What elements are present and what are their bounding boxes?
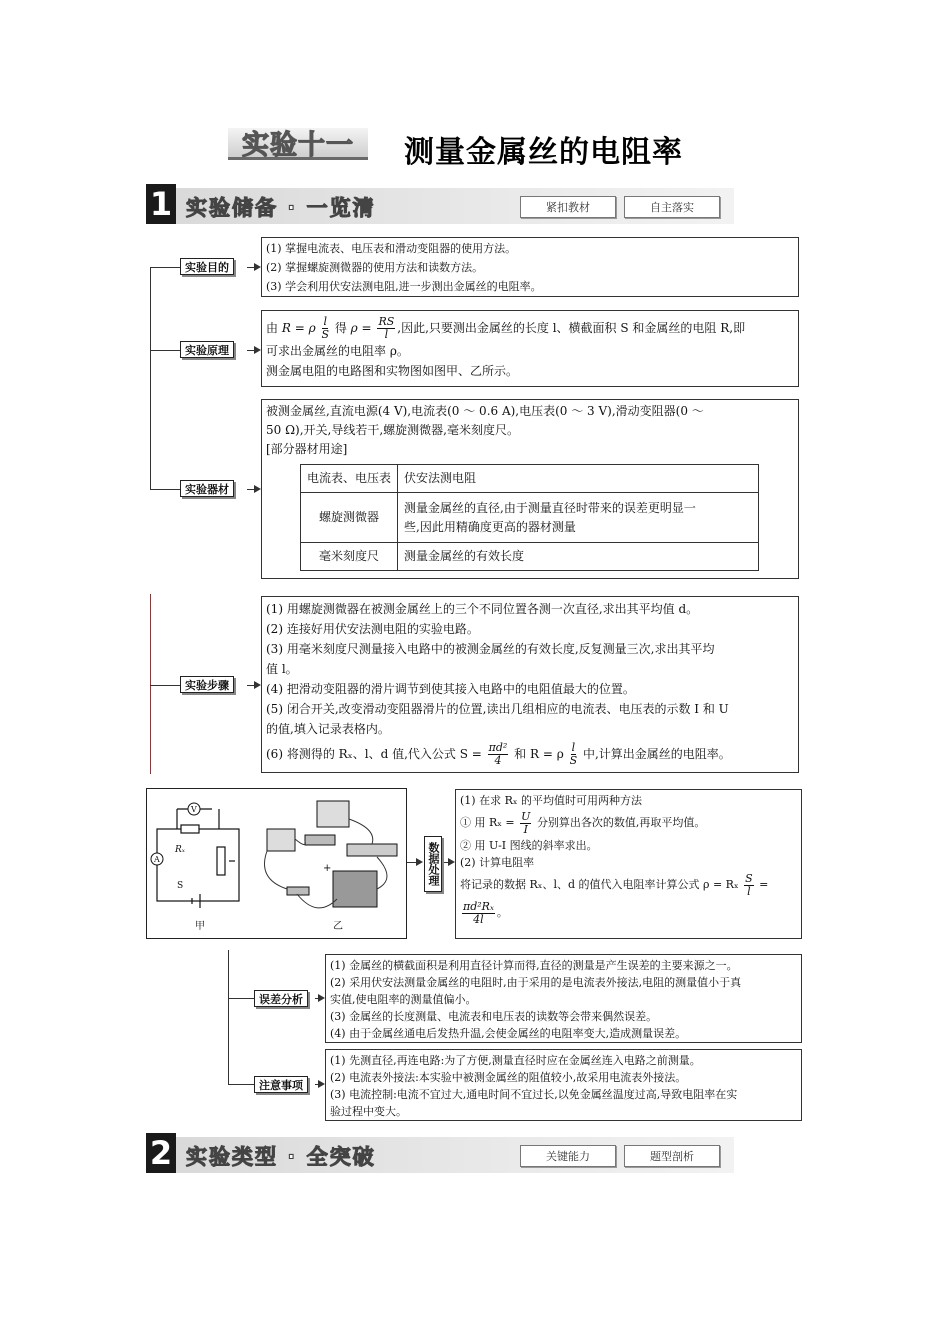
numerator: U <box>521 809 531 823</box>
data-line: (1) 在求 Rₓ 的平均值时可用两种方法 <box>460 794 643 807</box>
denominator: 4 <box>494 754 502 767</box>
section-number: 2 <box>146 1133 176 1173</box>
circuit-diagram-svg <box>147 789 405 937</box>
notes-label: 注意事项 <box>254 1076 308 1093</box>
numerator: l <box>571 741 576 754</box>
table-cell <box>398 493 759 543</box>
data-line <box>460 899 797 927</box>
table-cell: 螺旋测微器 <box>301 493 398 543</box>
fraction <box>488 742 509 767</box>
table-cell: 毫米刻度尺 <box>301 543 398 571</box>
numerator: πd² <box>488 741 508 754</box>
purpose-line: (1) 掌握电流表、电压表和滑动变阻器的使用方法。 <box>266 242 517 255</box>
arrow-icon <box>254 346 261 354</box>
notes-line: (1) 先测直径,再连电路:为了方便,测量直径时应在金属丝连入电路之前测量。 <box>330 1054 701 1067</box>
data-line <box>460 809 797 837</box>
denominator: l <box>384 328 389 341</box>
equipment-table <box>300 464 759 571</box>
arrow-icon <box>254 263 261 271</box>
step-line: 的值,填入记录表格内。 <box>266 722 390 736</box>
formula: ρ = <box>350 321 372 335</box>
fraction <box>377 316 395 341</box>
data-line <box>460 871 797 899</box>
data-processing-label: 数据处理 <box>424 836 442 892</box>
fraction <box>462 901 495 926</box>
fraction <box>520 811 531 836</box>
branch-line <box>150 489 180 490</box>
purpose-box <box>261 237 799 297</box>
denominator: l <box>747 884 751 898</box>
error-line: (1) 金属丝的横截面积是利用直径计算而得,直径的测量是产生误差的主要来源之一。 <box>330 959 738 972</box>
arrow-icon <box>254 485 261 493</box>
step-line: (1) 用螺旋测微器在被测金属丝上的三个不同位置各测一次直径,求出其平均值 d。 <box>266 602 699 616</box>
steps-box <box>261 596 799 773</box>
text: 由 <box>266 321 279 335</box>
equipment-label: 实验器材 <box>180 480 234 497</box>
step-line <box>266 739 794 769</box>
figure-caption-b: 乙 <box>333 921 343 932</box>
step-line: (5) 闭合开关,改变滑动变阻器滑片的位置,读出几组相应的电流表、电压表的示数 I 和 U <box>266 702 729 716</box>
notes-box <box>325 1049 802 1121</box>
denominator: 4l <box>473 912 484 926</box>
arrow-icon <box>318 1080 325 1088</box>
denominator: S <box>569 754 578 767</box>
data-processing-box <box>455 789 802 939</box>
key-ability-button[interactable]: 关键能力 <box>520 1145 616 1167</box>
plus-label: + <box>323 863 332 874</box>
arrow-icon <box>318 994 325 1002</box>
table-row <box>301 465 759 493</box>
tree-trunk <box>150 267 151 489</box>
fraction <box>744 873 754 898</box>
text: ① 用 Rₓ = <box>460 816 515 829</box>
equipment-line-2: 50 Ω),开关,导线若干,螺旋测微器,毫米刻度尺。 <box>266 423 519 437</box>
principle-box <box>261 310 799 387</box>
numerator: πd²Rₓ <box>463 899 494 913</box>
numerator: RS <box>378 315 395 328</box>
text: 分别算出各次的数值,再取平均值。 <box>536 816 706 829</box>
section-bar-1 <box>146 185 734 224</box>
text: 得 <box>334 321 347 335</box>
step-line: (3) 用毫米刻度尺测量接入电路中的被测金属丝的有效长度,反复测量三次,求出其平均 <box>266 642 715 656</box>
self-study-button[interactable]: 自主落实 <box>624 196 720 218</box>
purpose-line: (2) 掌握螺旋测微器的使用方法和读数方法。 <box>266 261 484 274</box>
voltmeter-label: V <box>191 805 197 814</box>
table-cell: 伏安法测电阻 <box>398 465 759 493</box>
switch-label: S <box>177 881 184 891</box>
branch-line <box>150 350 180 351</box>
branch-line <box>150 267 180 268</box>
step-line: (4) 把滑动变阻器的滑片调节到使其接入电路中的电阻值最大的位置。 <box>266 682 635 696</box>
principle-line-3: 测金属电阻的电路图和实物图如图甲、乙所示。 <box>266 364 519 378</box>
chapter-tag: 实验十一 <box>228 128 368 160</box>
step-line: 值 l。 <box>266 662 298 676</box>
notes-line: (3) 电流控制:电流不宜过大,通电时间不宜过长,以免金属丝温度过高,导致电阻率在实 <box>330 1088 738 1101</box>
principle-line-1 <box>266 315 794 341</box>
principle-label: 实验原理 <box>180 341 234 358</box>
branch-line <box>150 685 180 686</box>
numerator: S <box>745 871 753 885</box>
equipment-line-3: [部分器材用途] <box>266 442 348 456</box>
error-line: (3) 金属丝的长度测量、电流表和电压表的读数等会带来偶然误差。 <box>330 1010 658 1023</box>
cell-line: 测量金属丝的直径,由于测量直径时带来的误差更明显一 <box>404 500 696 515</box>
error-line: (4) 由于金属丝通电后发热升温,会使金属丝的电阻率变大,造成测量误差。 <box>330 1027 687 1040</box>
table-cell: 测量金属丝的有效长度 <box>398 543 759 571</box>
text: = <box>759 878 769 891</box>
circuit-figure <box>146 788 407 939</box>
numerator: l <box>323 315 327 328</box>
section-number: 1 <box>146 184 176 224</box>
figure-caption-a: 甲 <box>195 921 205 932</box>
text: ,因此,只要测出金属丝的长度 l、横截面积 S 和金属丝的电阻 R,即 <box>397 321 746 335</box>
formula: R = ρ <box>281 321 316 335</box>
fraction <box>570 742 578 767</box>
arrow-icon <box>416 858 423 866</box>
table-cell: 电流表、电压表 <box>301 465 398 493</box>
textbook-button[interactable]: 紧扣教材 <box>520 196 616 218</box>
error-analysis-label: 误差分析 <box>254 990 308 1007</box>
text: (6) 将测得的 Rₓ、l、d 值,代入公式 S = <box>266 747 482 761</box>
fraction <box>321 316 329 341</box>
problem-analysis-button[interactable]: 题型剖析 <box>624 1145 720 1167</box>
tree-trunk <box>228 950 229 1085</box>
text: 。 <box>496 906 508 919</box>
page-title: 测量金属丝的电阻率 <box>404 135 683 170</box>
arrow-icon <box>448 858 455 866</box>
cell-line: 些,因此用精确度更高的器材测量 <box>404 519 576 534</box>
principle-line-2: 可求出金属丝的电阻率 ρ。 <box>266 344 409 358</box>
data-line: ② 用 U-I 图线的斜率求出。 <box>460 839 598 852</box>
purpose-label: 实验目的 <box>180 258 234 275</box>
step-line: (2) 连接好用伏安法测电阻的实验电路。 <box>266 622 479 636</box>
rx-label: Rₓ <box>175 845 185 855</box>
table-row <box>301 493 759 543</box>
purpose-line: (3) 学会利用伏安法测电阻,进一步测出金属丝的电阻率。 <box>266 280 542 293</box>
error-analysis-box <box>325 954 802 1043</box>
section-bar-2 <box>146 1134 734 1173</box>
branch-line <box>228 1084 254 1085</box>
text: 中,计算出金属丝的电阻率。 <box>582 747 731 761</box>
text: 将记录的数据 Rₓ、l、d 的值代入电阻率计算公式 ρ = Rₓ <box>460 878 739 891</box>
tree-trunk <box>150 594 151 774</box>
error-line: 实值,使电阻率的测量值偏小。 <box>330 993 477 1006</box>
ammeter-label: A <box>154 855 160 864</box>
equipment-line-1: 被测金属丝,直流电源(4 V),电流表(0 ～ 0.6 A),电压表(0 ～ 3 V),滑动变阻器(0 ～ <box>266 404 704 418</box>
branch-line <box>228 998 254 999</box>
section-title: 实验类型 · 全突破 <box>186 1145 376 1169</box>
denominator: I <box>523 822 528 836</box>
denominator: S <box>321 328 329 341</box>
text: 和 R = ρ <box>514 747 564 761</box>
steps-label: 实验步骤 <box>180 676 234 693</box>
section-title: 实验储备 · 一览清 <box>186 196 376 220</box>
notes-line: (2) 电流表外接法:本实验中被测金属丝的阻值较小,故采用电流表外接法。 <box>330 1071 687 1084</box>
notes-line: 验过程中变大。 <box>330 1105 407 1118</box>
data-line: (2) 计算电阻率 <box>460 856 535 869</box>
arrow-icon <box>254 681 261 689</box>
error-line: (2) 采用伏安法测量金属丝的电阻时,由于采用的是电流表外接法,电阻的测量值小于真 <box>330 976 742 989</box>
table-row <box>301 543 759 571</box>
